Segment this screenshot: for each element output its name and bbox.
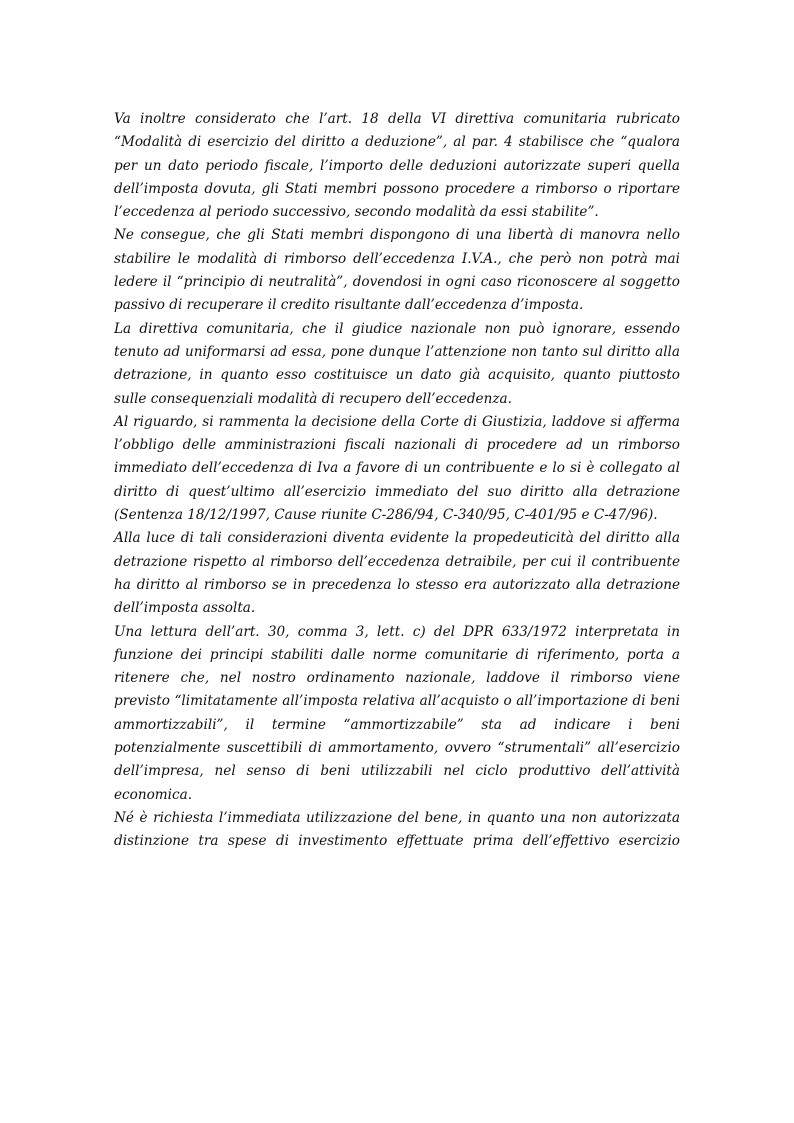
paragraph-4: Al riguardo, si rammenta la decisione della Corte di Giustizia, laddove si afferma l’obbligo delle amministrazioni fiscali nazionali di procedere ad un rimborso immediato dell’eccedenza di Iva a favore di un contribuente e lo si è collegato al diritto di quest’ultimo all’esercizio immediato del suo diritto alla detrazione (Sentenza 18/12/1997, Cause riunite C-286/94, C-340/95, C-401/95 e C-47/96). [114,413,680,524]
paragraph-3: La direttiva comunitaria, che il giudice nazionale non può ignorare, essendo tenuto ad uniformarsi ad essa, pone dunque l’attenzione non tanto sul diritto alla detrazione, in quanto esso costituisce un dato già acquisito, quanto piuttosto sulle consequenziali modalità di recupero dell’eccedenza. [114,320,680,407]
paragraph-7: Né è richiesta l’immediata utilizzazione del bene, in quanto una non autorizzata distinzione tra spese di investimento effettuate prima dell’effettivo esercizio [114,809,680,850]
paragraph-1: Va inoltre considerato che l’art. 18 della VI direttiva comunitaria rubricato “Modalità di esercizio del diritto a deduzione”, al par. 4 stabilisce che “qualora per un dato periodo fiscale, l’importo delle deduzioni autorizzate superi quella dell’imposta dovuta, gli Stati membri possono procedere a rimborso o riportare l’eccedenza al periodo successivo, secondo modalità da essi stabilite”. [114,111,680,221]
paragraph-6: Una lettura dell’art. 30, comma 3, lett. c) del DPR 633/1972 interpretata in funzione dei principi stabiliti dalle norme comunitarie di riferimento, porta a ritenere che, nel nostro ordinamento nazionale, laddove il rimborso viene previsto “limitatamente all’imposta relativa all’acquisto o all’importazione di beni ammortizzabili”, il termine “ammortizzabile” sta ad indicare i beni potenzialmente suscettibili di ammortamento, ovvero “strumentali” all’esercizio dell’impresa, nel senso di beni utilizzabili nel ciclo produttivo dell’attività economica. [114,623,680,803]
document-page [114,108,680,854]
paragraph-2: Ne consegue, che gli Stati membri dispongono di una libertà di manovra nello stabilire le modalità di rimborso dell’eccedenza I.V.A., che però non potrà mai ledere il “principio di neutralità”, dovendosi in ogni caso riconoscere al soggetto passivo di recuperare il credito risultante dall’eccedenza d’imposta. [114,227,680,314]
paragraph-5: Alla luce di tali considerazioni diventa evidente la propedeuticità del diritto alla detrazione rispetto al rimborso dell’eccedenza detraibile, per cui il contribuente ha diritto al rimborso se in precedenza lo stesso era autorizzato alla detrazione dell’imposta assolta. [114,530,680,617]
